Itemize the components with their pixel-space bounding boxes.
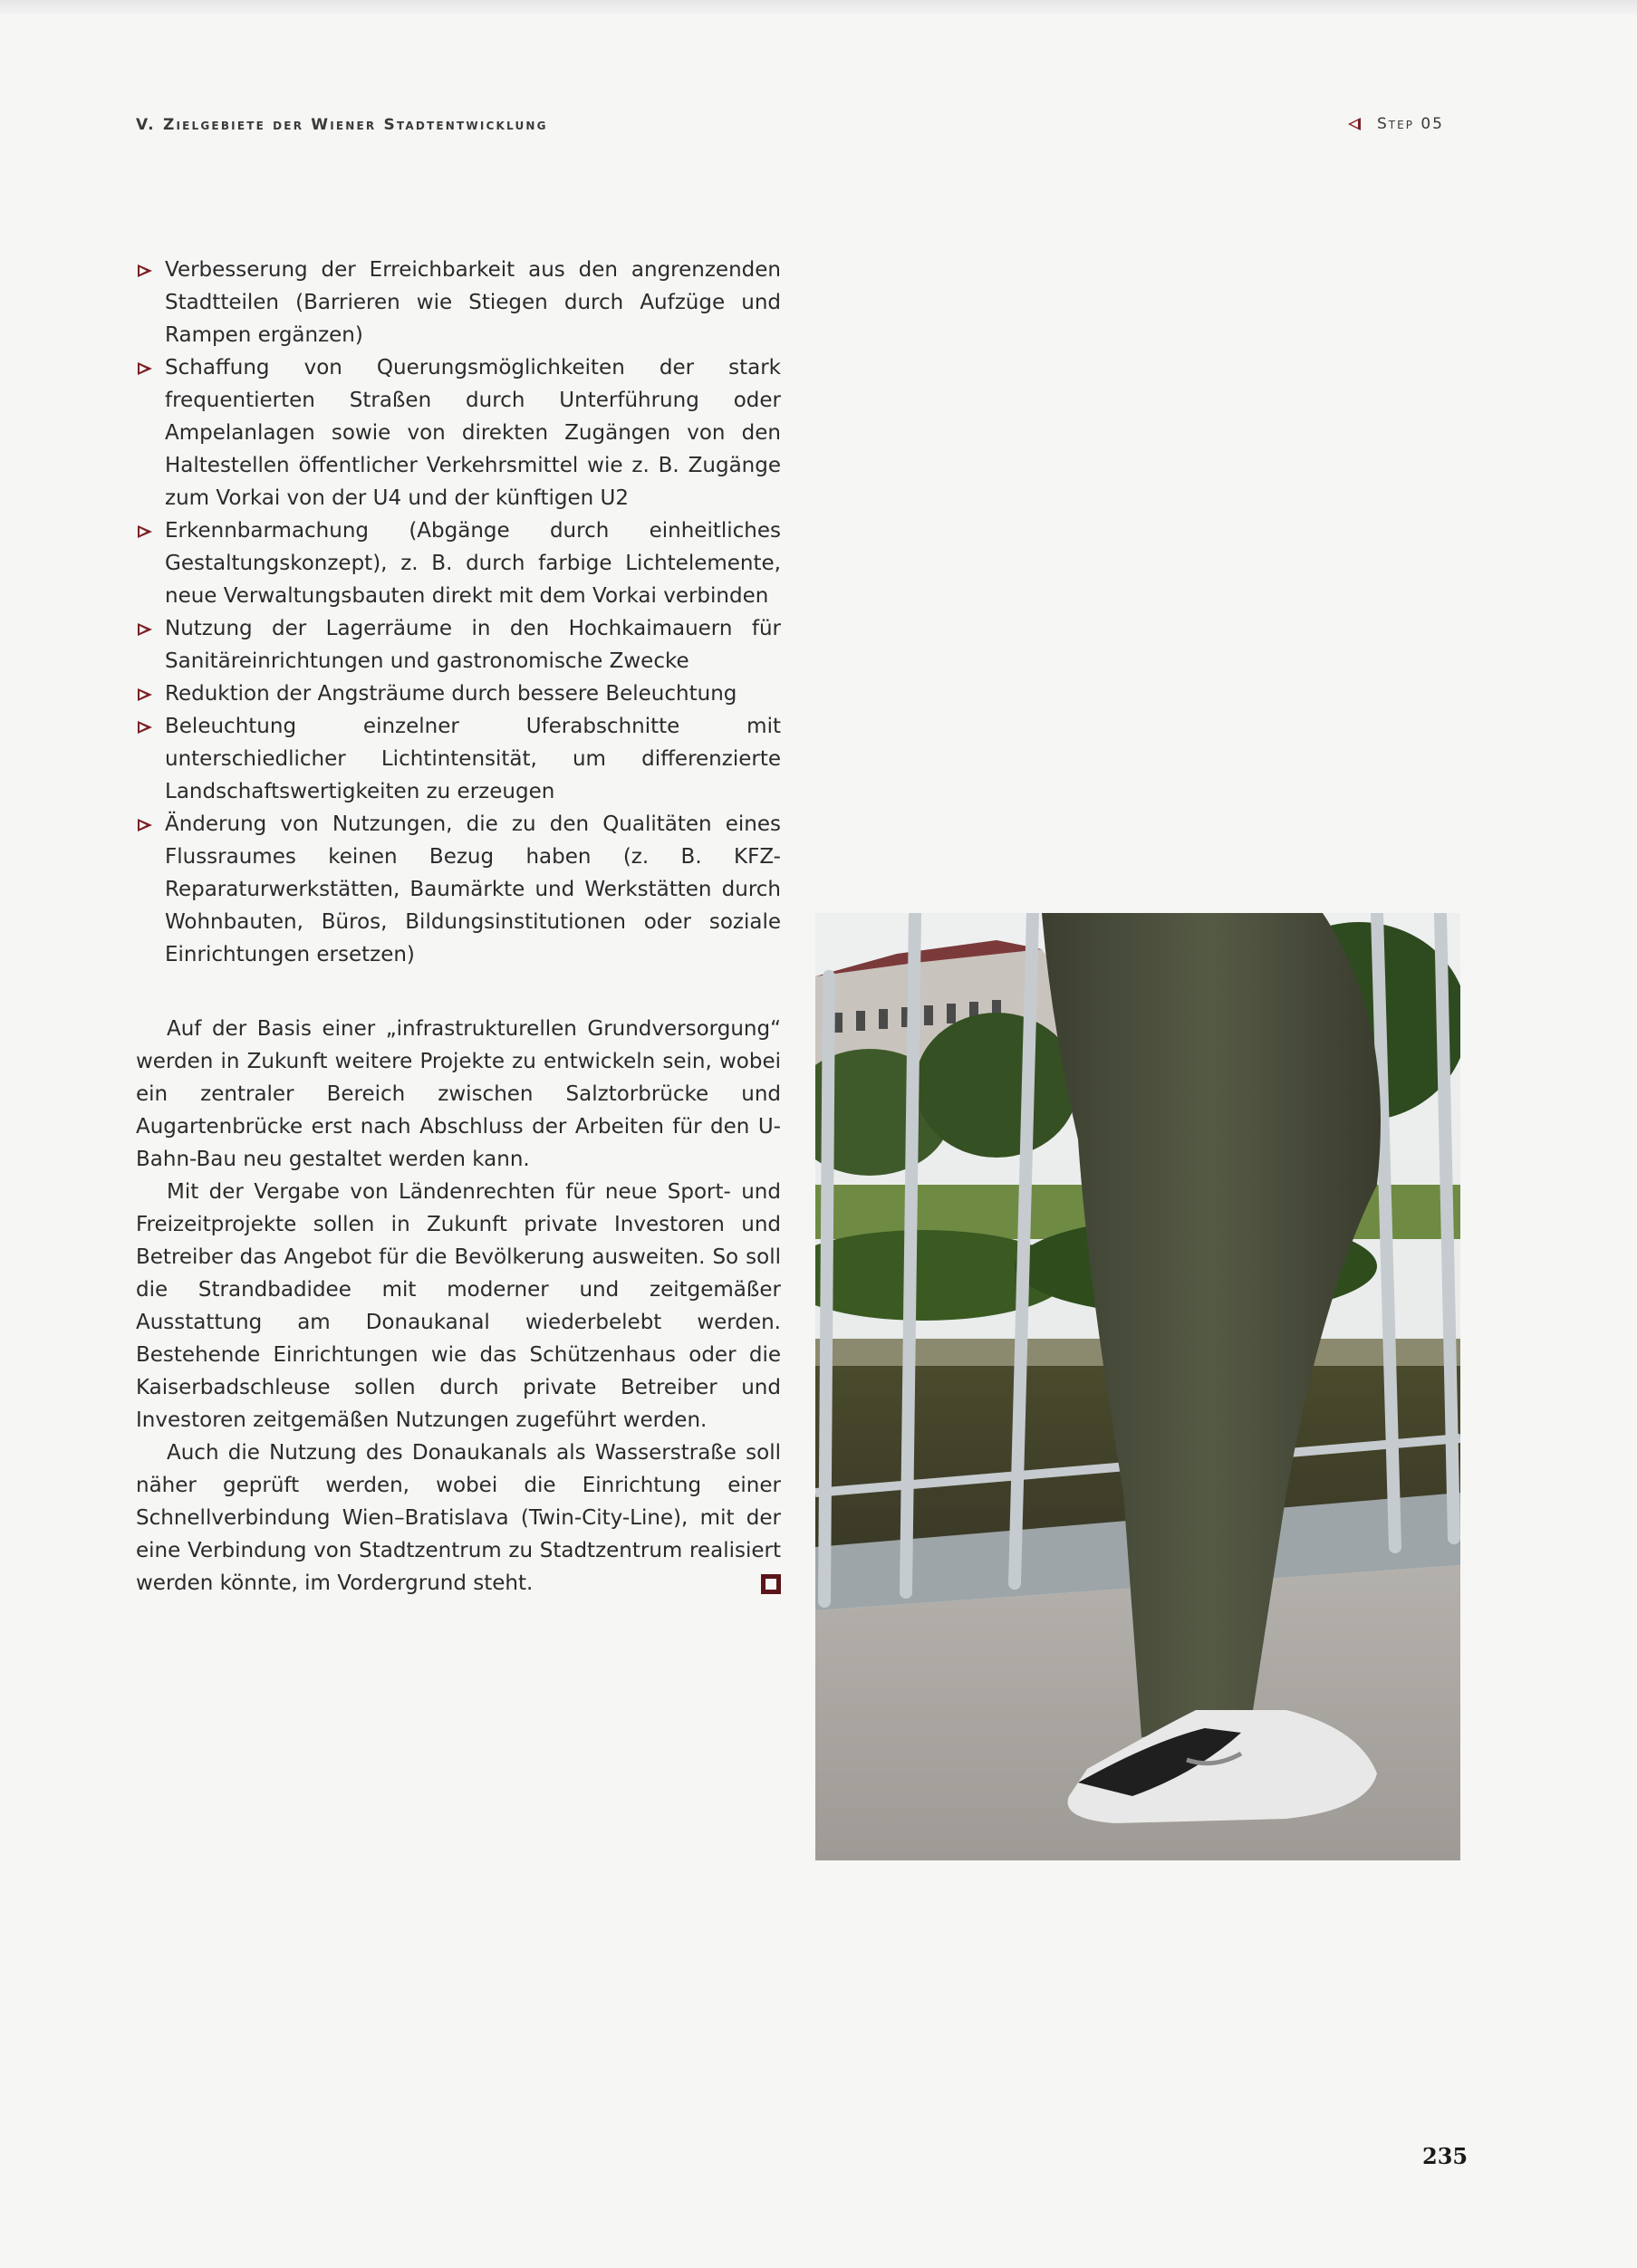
paragraph-text: Auch die Nutzung des Donaukanals als Wasserstraße soll näher geprüft werden, wobei die Einrichtung einer Schnellverbindung Wien–Bratislava (Twin-City-Line), mit der eine Verbindung von Stadtzentrum zu Stadtzentrum realisiert werden könnte, im Vordergrund steht. (136, 1441, 781, 1595)
list-item (136, 612, 781, 678)
list-item (136, 710, 781, 808)
triangle-left-icon (1348, 118, 1361, 130)
body-paragraphs (136, 1013, 781, 1600)
triangle-bullet-icon (138, 525, 152, 538)
list-item-text: Änderung von Nutzungen, die zu den Qualitäten eines Flussraumes keinen Bezug haben (z. B. KFZ-Reparaturwerkstätten, Baumärkte und Werkstätten durch Wohnbauten, Büros, Bildungsinstitutionen oder soziale Einrichtungen ersetzen) (165, 812, 781, 966)
triangle-bullet-icon (138, 688, 152, 701)
list-item-text: Beleuchtung einzelner Uferabschnitte mit unterschiedlicher Lichtintensität, um differenzierte Landschaftswertigkeiten zu erzeugen (165, 715, 781, 803)
photo-illustration (815, 913, 1460, 1860)
photo-walker-on-bridge (815, 913, 1460, 1860)
list-item-text: Nutzung der Lagerräume in den Hochkaimauern für Sanitäreinrichtungen und gastronomische Zwecke (165, 617, 781, 673)
step-label (1348, 115, 1444, 133)
triangle-bullet-icon (138, 623, 152, 636)
paragraph: Auf der Basis einer „infrastrukturellen Grundversorgung“ werden in Zukunft weitere Projekte zu entwickeln sein, wobei ein zentraler Bereich zwischen Salztorbrücke und Augartenbrücke erst nach Abschluss der Arbeiten für den U-Bahn-Bau neu gestaltet werden kann. (136, 1017, 781, 1171)
end-of-article-icon (761, 1574, 781, 1594)
bullet-list (136, 254, 781, 971)
paragraph (136, 1437, 781, 1600)
list-item-text: Reduktion der Angsträume durch bessere Beleuchtung (165, 682, 737, 706)
step-label-text: Step 05 (1377, 115, 1444, 133)
triangle-bullet-icon (138, 362, 152, 375)
main-text-column (136, 254, 781, 1600)
list-item-text: Verbesserung der Erreichbarkeit aus den angrenzenden Stadtteilen (Barrieren wie Stiegen durch Aufzüge und Rampen ergänzen) (165, 258, 781, 347)
page-number: 235 (1422, 2143, 1468, 2169)
scan-top-strip (0, 0, 1637, 14)
list-item (136, 678, 781, 710)
triangle-bullet-icon (138, 819, 152, 831)
triangle-bullet-icon (138, 264, 152, 277)
paragraph: Mit der Vergabe von Ländenrechten für neue Sport- und Freizeitprojekte sollen in Zukunft private Investoren und Betreiber das Angebot für die Bevölkerung ausweiten. So soll die Strandbadidee mit moderner und zeitgemäßer Ausstattung am Donaukanal wiederbelebt werden. Bestehende Einrichtungen wie das Schützenhaus oder die Kaiserbadschleuse sollen durch private Betreiber und Investoren zeitgemäßen Nutzungen zugeführt werden. (136, 1180, 781, 1432)
list-item (136, 808, 781, 971)
list-item (136, 514, 781, 612)
triangle-bullet-icon (138, 721, 152, 734)
list-item-text: Erkennbarmachung (Abgänge durch einheitliches Gestaltungskonzept), z. B. durch farbige Lichtelemente, neue Verwaltungsbauten direkt mit dem Vorkai verbinden (165, 519, 781, 608)
list-item (136, 254, 781, 351)
list-item-text: Schaffung von Querungsmöglichkeiten der stark frequentierten Straßen durch Unterführung oder Ampelanlagen sowie von direkten Zugängen von den Haltestellen öffentlicher Verkehrsmittel wie z. B. Zugänge zum Vorkai von der U4 und der künftigen U2 (165, 356, 781, 510)
running-head-title: V. Zielgebiete der Wiener Stadtentwicklung (136, 116, 548, 134)
list-item (136, 351, 781, 514)
